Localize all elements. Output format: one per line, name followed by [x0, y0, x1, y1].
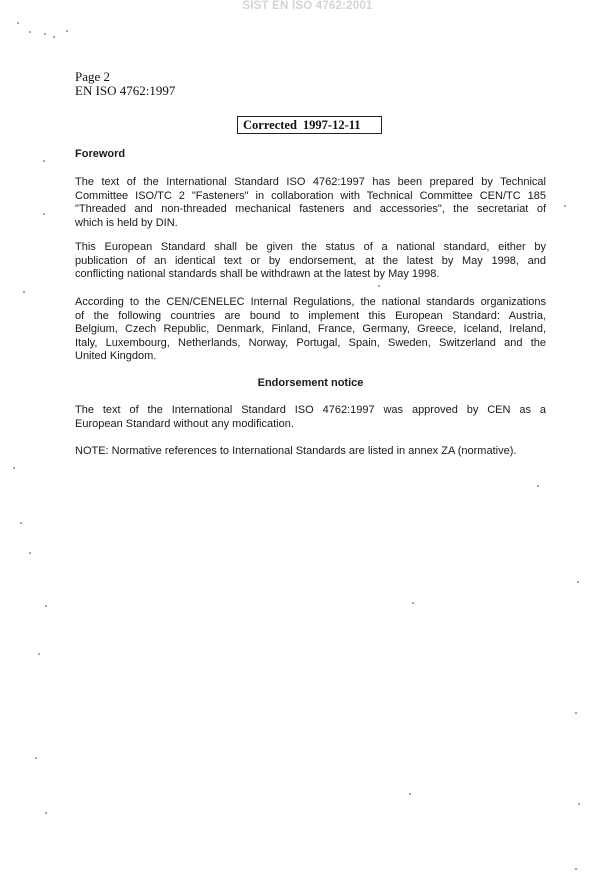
corrected-stamp — [237, 116, 382, 134]
scan-speck — [577, 581, 579, 583]
paragraph-line: European Standard without any modification. — [75, 417, 294, 430]
scan-speck — [537, 485, 539, 487]
scan-speck — [17, 22, 19, 24]
scan-speck — [35, 757, 37, 759]
endorsement-heading: Endorsement notice — [257, 377, 364, 389]
normative-note: NOTE: Normative references to International Standards are listed in annex ZA (normative). — [75, 445, 517, 457]
scan-speck — [23, 291, 25, 293]
foreword-paragraph-3 — [75, 296, 546, 364]
paragraph-line: "Threaded and non-threaded mechanical fasteners and accessories", the secretariat of — [75, 203, 546, 216]
paragraph-line: publication of an identical text or by endorsement, at the latest by May 1998, and — [75, 254, 546, 267]
scan-speck — [43, 160, 45, 162]
scan-speck — [29, 31, 31, 33]
scan-speck — [43, 213, 45, 215]
standard-number: EN ISO 4762:1997 — [75, 83, 176, 98]
page-number: Page 2 — [75, 69, 111, 84]
scan-speck — [38, 653, 40, 655]
endorsement-paragraph — [75, 404, 546, 431]
paragraph-line: According to the CEN/CENELEC Internal Regulations, the national standards organizations — [75, 296, 546, 308]
corrected-label: Corrected — [243, 118, 297, 132]
page-header — [75, 70, 175, 98]
paragraph-line: of the following countries are bound to implement this European Standard: Austria, — [75, 309, 546, 322]
scan-speck — [45, 812, 47, 814]
scan-speck — [412, 602, 414, 604]
foreword-paragraph-1 — [75, 176, 546, 230]
scan-speck — [564, 205, 566, 207]
paragraph-line: which is held by DIN. — [75, 216, 178, 229]
corrected-date: 1997-12-11 — [302, 118, 361, 132]
scan-speck — [578, 803, 580, 805]
scan-speck — [20, 522, 22, 524]
paragraph-line: conflicting national standards shall be withdrawn at the latest by May 1998. — [75, 268, 440, 281]
foreword-heading: Foreword — [75, 148, 126, 160]
scan-speck — [13, 467, 15, 469]
scan-speck — [575, 868, 577, 870]
paragraph-line: The text of the International Standard ISO 4762:1997 has been prepared by Technical — [75, 176, 546, 188]
scan-speck — [409, 793, 411, 795]
paragraph-line: Committee ISO/TC 2 "Fasteners" in collaboration with Technical Committee CEN/TC 185 — [75, 189, 546, 202]
watermark-text: SIST EN ISO 4762:2001 — [242, 0, 373, 12]
scan-speck — [378, 285, 380, 287]
paragraph-line: The text of the International Standard ISO 4762:1997 was approved by CEN as a — [75, 404, 546, 416]
paragraph-line: Italy, Luxembourg, Netherlands, Norway, Portugal, Spain, Sweden, Switzerland and the — [75, 336, 546, 349]
scan-speck — [66, 30, 68, 32]
foreword-paragraph-2 — [75, 241, 546, 282]
scan-speck — [575, 712, 577, 714]
scan-speck — [44, 33, 46, 35]
scan-speck — [45, 605, 47, 607]
scan-speck — [53, 36, 55, 38]
paragraph-line: Belgium, Czech Republic, Denmark, Finland, France, Germany, Greece, Iceland, Ireland, — [75, 323, 546, 336]
scan-speck — [29, 552, 31, 554]
paragraph-line: This European Standard shall be given the status of a national standard, either by — [75, 241, 546, 253]
paragraph-line: United Kingdom. — [75, 350, 157, 363]
